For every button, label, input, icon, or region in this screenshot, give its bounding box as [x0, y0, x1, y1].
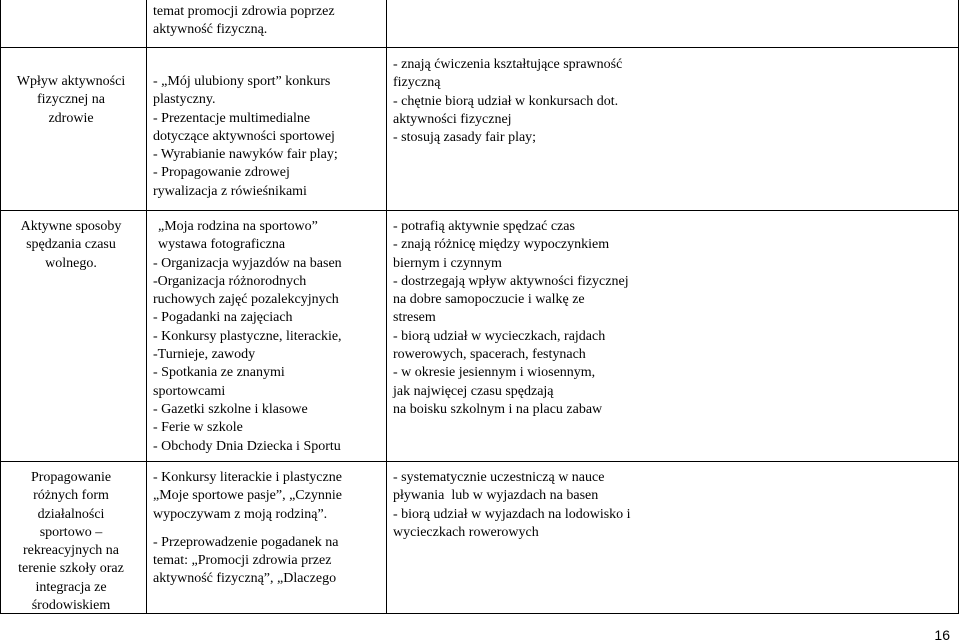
page-number: 16 [934, 627, 950, 643]
row-2-activities: „Moja rodzina na sportowo” wystawa fotograficzna - Organizacja wyjazdów na basen -Organizacja różnorodnych ruchowych zajęć pozalekcyjnych - Pogadanki na zajęciach - Konkursy plastyczne, literackie, -Turnieje, zawody - Spotkania ze znanymi sportowcami - Gazetki szkolne i klasowe - Ferie w szkole - Obchody Dnia Dziecka i Sportu [153, 219, 342, 454]
table-border-left [0, 0, 1, 614]
row-divider-2 [0, 210, 959, 211]
row-2-outcomes: - potrafią aktywnie spędzać czas - znają różnicę między wypoczynkiem biernym i czynnym - dostrzegają wpływ aktywności fizycznej na dobre samopoczucie i walkę ze stresem - biorą udział w wycieczkach, rajdach rowerowych, spacerach, festynach - w okresie jesiennym i wiosennym, jak najwięcej czasu spędzają na boisku szkolnym i na placu zabaw [393, 219, 629, 417]
row-divider-3 [0, 461, 959, 462]
row-3-topic: Propagowanie różnych form działalności sportowo – rekreacyjnych na terenie szkoły oraz integracja ze środowiskiem [18, 470, 124, 614]
column-divider-1 [146, 0, 147, 614]
row-divider-1 [0, 47, 959, 48]
row-3-outcomes: - systematycznie uczestniczą w nauce pływania lub w wyjazdach na basen - biorą udział w wyjazdach na lodowisko i wycieczkach rowerowych [393, 470, 631, 540]
row-1-activities: - „Mój ulubiony sport” konkurs plastyczny. - Prezentacje multimedialne dotyczące aktywności sportowej - Wyrabianie nawyków fair play; - Propagowanie zdrowej rywalizacja z rówieśnikami [153, 74, 338, 199]
row-2-topic: Aktywne sposoby spędzania czasu wolnego. [20, 219, 122, 271]
table-border-bottom [0, 613, 959, 614]
row-1-outcomes: - znają ćwiczenia kształtujące sprawność fizyczną - chętnie biorą udział w konkursach dot. aktywności fizycznej - stosują zasady fair play; [393, 57, 623, 146]
row-1-topic: Wpływ aktywności fizycznej na zdrowie [16, 74, 126, 126]
continuation-text: temat promocji zdrowia poprzez aktywność fizyczną. [153, 4, 335, 38]
row-3-activities: - Konkursy literackie i plastyczne „Moje sportowe pasje”, „Czynnie wypoczywam z moją rodziną”. - Przeprowadzenie pogadanek na temat: „Promocji zdrowia przez aktywność fizyczną”, „Dlaczego [153, 470, 342, 587]
column-divider-2 [386, 0, 387, 614]
